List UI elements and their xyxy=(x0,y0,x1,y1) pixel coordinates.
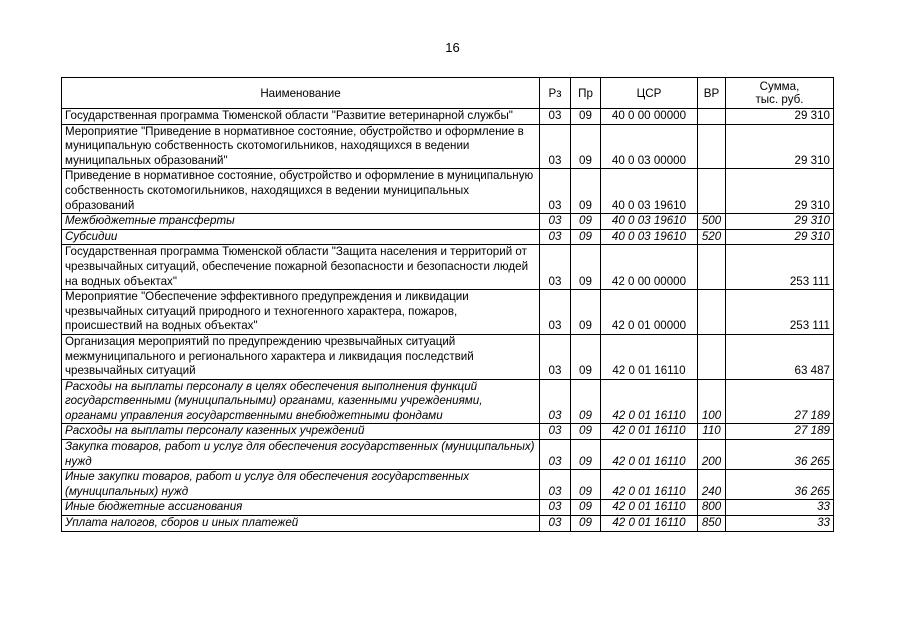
row-rz-cell: 03 xyxy=(540,379,571,424)
row-name-cell: Мероприятие "Приведение в нормативное состояние, обустройство и оформление в муниципальную собственность скотомогильников, находящихся в ведении муниципальных образований" xyxy=(62,124,540,169)
row-rz-cell: 03 xyxy=(540,440,571,470)
row-name-cell: Расходы на выплаты персоналу в целях обеспечения выполнения функций государственными (муниципальными) органами, казенными учреждениями, органами управления государственными внебюджетными фондами xyxy=(62,379,540,424)
row-rz-cell: 03 xyxy=(540,334,571,379)
row-rz-cell: 03 xyxy=(540,500,571,516)
row-vr-cell: 110 xyxy=(698,424,726,440)
header-sum xyxy=(726,78,834,109)
row-vr-cell xyxy=(698,290,726,335)
row-vr-cell: 850 xyxy=(698,516,726,532)
row-csr-cell: 40 0 03 19610 xyxy=(601,169,698,214)
table-row xyxy=(62,214,834,230)
table-row xyxy=(62,379,834,424)
row-pr-cell: 09 xyxy=(571,290,601,335)
table-body xyxy=(62,109,834,532)
row-sum-cell: 36 265 xyxy=(726,440,834,470)
row-sum-cell: 29 310 xyxy=(726,169,834,214)
table-row xyxy=(62,109,834,125)
budget-table xyxy=(61,77,834,532)
row-sum-cell: 253 111 xyxy=(726,245,834,290)
header-sum-line2: тыс. руб. xyxy=(755,93,804,106)
row-vr-cell: 500 xyxy=(698,214,726,230)
row-csr-cell: 42 0 00 00000 xyxy=(601,245,698,290)
table-row xyxy=(62,245,834,290)
row-pr-cell: 09 xyxy=(571,516,601,532)
row-name-cell: Организация мероприятий по предупреждению чрезвычайных ситуаций межмуниципального и регионального характера и ликвидация последствий чрезвычайных ситуаций xyxy=(62,334,540,379)
header-csr: ЦСР xyxy=(601,78,698,109)
row-rz-cell: 03 xyxy=(540,470,571,500)
table-row xyxy=(62,440,834,470)
header-rz: Рз xyxy=(540,78,571,109)
header-vr: ВР xyxy=(698,78,726,109)
row-vr-cell xyxy=(698,109,726,125)
table-row xyxy=(62,169,834,214)
row-sum-cell: 63 487 xyxy=(726,334,834,379)
row-vr-cell: 100 xyxy=(698,379,726,424)
header-sum-line1: Сумма, xyxy=(759,80,800,93)
row-sum-cell: 27 189 xyxy=(726,379,834,424)
row-name-cell: Межбюджетные трансферты xyxy=(62,214,540,230)
row-name-cell: Расходы на выплаты персоналу казенных учреждений xyxy=(62,424,540,440)
row-vr-cell xyxy=(698,334,726,379)
row-sum-cell: 253 111 xyxy=(726,290,834,335)
row-sum-cell: 29 310 xyxy=(726,229,834,245)
row-rz-cell: 03 xyxy=(540,109,571,125)
row-name-cell: Приведение в нормативное состояние, обустройство и оформление в муниципальную собственность скотомогильников, находящихся в ведении муниципальных образований xyxy=(62,169,540,214)
row-csr-cell: 40 0 03 19610 xyxy=(601,229,698,245)
row-name-cell: Субсидии xyxy=(62,229,540,245)
row-rz-cell: 03 xyxy=(540,424,571,440)
row-sum-cell: 36 265 xyxy=(726,470,834,500)
row-rz-cell: 03 xyxy=(540,124,571,169)
header-pr: Пр xyxy=(571,78,601,109)
row-rz-cell: 03 xyxy=(540,214,571,230)
row-pr-cell: 09 xyxy=(571,500,601,516)
row-pr-cell: 09 xyxy=(571,109,601,125)
row-sum-cell: 27 189 xyxy=(726,424,834,440)
row-vr-cell: 800 xyxy=(698,500,726,516)
row-name-cell: Государственная программа Тюменской области "Развитие ветеринарной службы" xyxy=(62,109,540,125)
table-row xyxy=(62,229,834,245)
row-pr-cell: 09 xyxy=(571,214,601,230)
row-csr-cell: 42 0 01 16110 xyxy=(601,334,698,379)
row-csr-cell: 42 0 01 16110 xyxy=(601,500,698,516)
row-csr-cell: 42 0 01 16110 xyxy=(601,440,698,470)
row-sum-cell: 29 310 xyxy=(726,214,834,230)
row-pr-cell: 09 xyxy=(571,440,601,470)
row-name-cell: Закупка товаров, работ и услуг для обеспечения государственных (муниципальных) нужд xyxy=(62,440,540,470)
row-rz-cell: 03 xyxy=(540,516,571,532)
table-row xyxy=(62,470,834,500)
row-vr-cell: 240 xyxy=(698,470,726,500)
row-sum-cell: 29 310 xyxy=(726,124,834,169)
row-csr-cell: 42 0 01 00000 xyxy=(601,290,698,335)
row-pr-cell: 09 xyxy=(571,334,601,379)
row-sum-cell: 33 xyxy=(726,500,834,516)
row-name-cell: Государственная программа Тюменской области "Защита населения и территорий от чрезвычайных ситуаций, обеспечение пожарной безопасности и безопасности людей на водных объектах" xyxy=(62,245,540,290)
row-pr-cell: 09 xyxy=(571,124,601,169)
row-sum-cell: 33 xyxy=(726,516,834,532)
row-pr-cell: 09 xyxy=(571,470,601,500)
row-csr-cell: 40 0 00 00000 xyxy=(601,109,698,125)
row-rz-cell: 03 xyxy=(540,169,571,214)
header-name: Наименование xyxy=(62,78,540,109)
row-pr-cell: 09 xyxy=(571,379,601,424)
row-name-cell: Иные закупки товаров, работ и услуг для обеспечения государственных (муниципальных) нужд xyxy=(62,470,540,500)
row-vr-cell xyxy=(698,169,726,214)
row-name-cell: Уплата налогов, сборов и иных платежей xyxy=(62,516,540,532)
row-vr-cell xyxy=(698,245,726,290)
table-row xyxy=(62,424,834,440)
row-sum-cell: 29 310 xyxy=(726,109,834,125)
row-csr-cell: 40 0 03 19610 xyxy=(601,214,698,230)
row-vr-cell xyxy=(698,124,726,169)
table-row xyxy=(62,124,834,169)
row-csr-cell: 42 0 01 16110 xyxy=(601,379,698,424)
row-pr-cell: 09 xyxy=(571,169,601,214)
row-csr-cell: 42 0 01 16110 xyxy=(601,470,698,500)
row-pr-cell: 09 xyxy=(571,424,601,440)
table-row xyxy=(62,334,834,379)
row-vr-cell: 200 xyxy=(698,440,726,470)
row-rz-cell: 03 xyxy=(540,290,571,335)
table-row xyxy=(62,290,834,335)
row-pr-cell: 09 xyxy=(571,229,601,245)
row-csr-cell: 42 0 01 16110 xyxy=(601,516,698,532)
table-row xyxy=(62,500,834,516)
table-header-row xyxy=(62,78,834,109)
row-csr-cell: 40 0 03 00000 xyxy=(601,124,698,169)
row-name-cell: Мероприятие "Обеспечение эффективного предупреждения и ликвидации чрезвычайных ситуаций природного и техногенного характера, пожаров, происшествий на водных объектах" xyxy=(62,290,540,335)
row-rz-cell: 03 xyxy=(540,229,571,245)
row-rz-cell: 03 xyxy=(540,245,571,290)
page-number: 16 xyxy=(445,40,460,55)
row-name-cell: Иные бюджетные ассигнования xyxy=(62,500,540,516)
row-vr-cell: 520 xyxy=(698,229,726,245)
row-csr-cell: 42 0 01 16110 xyxy=(601,424,698,440)
row-pr-cell: 09 xyxy=(571,245,601,290)
table-row xyxy=(62,516,834,532)
